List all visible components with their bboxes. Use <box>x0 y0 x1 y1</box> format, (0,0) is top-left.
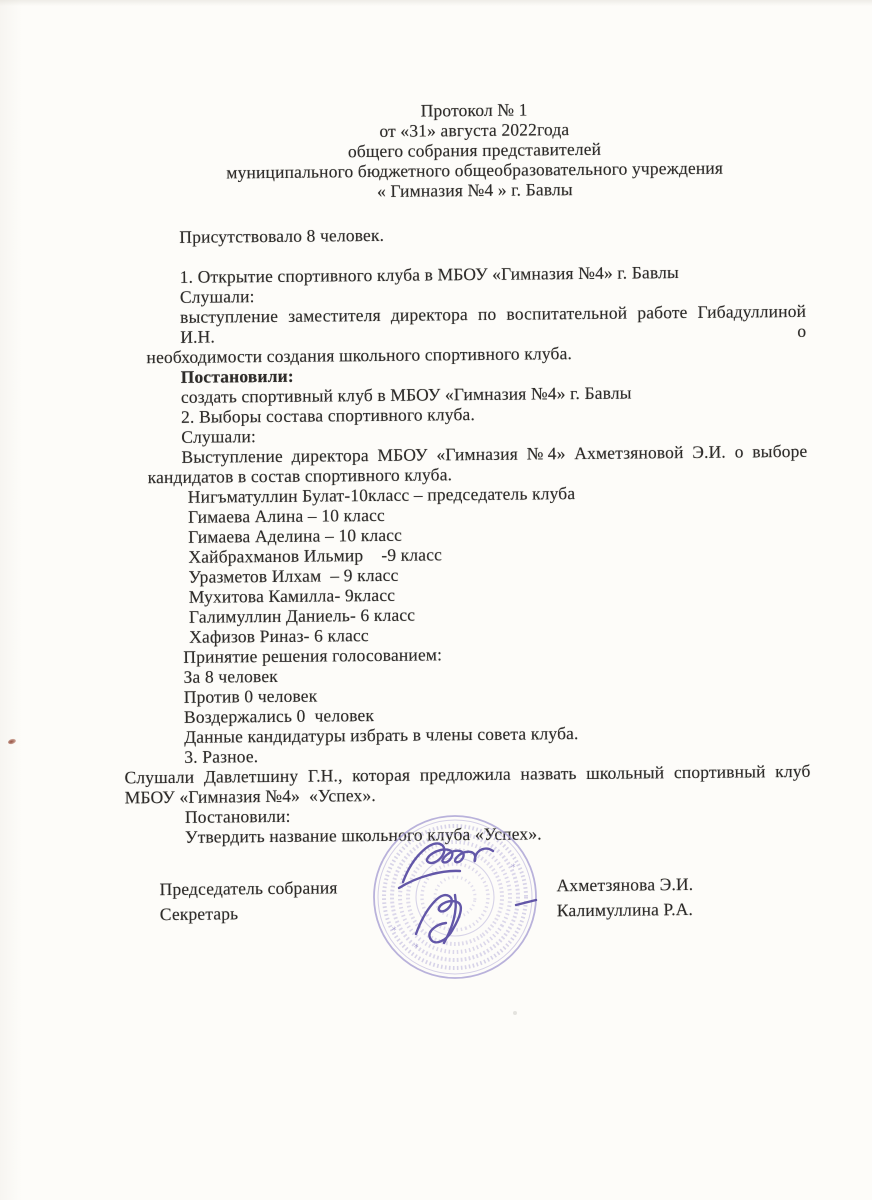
title-line: общего собрания представителей <box>347 138 602 162</box>
signatory-role: Секретарь <box>159 903 239 925</box>
scan-speck-artifact <box>7 738 16 745</box>
doc-line: Гимаева Аделина – 10 класс <box>188 524 403 547</box>
doc-line: Нигъматуллин Булат-10класс – председатель клуба <box>187 483 576 507</box>
doc-line: выступление заместителя директора по воспитательной работе Гибадуллиной И.Н. о <box>180 300 807 347</box>
doc-line: создать спортивный клуб в МБОУ «Гимназия №4» г. Бавлы <box>180 382 632 407</box>
doc-line: Выступление директора МБОУ «Гимназия №4» Ахметзяновой Э.И. о выборе <box>181 440 808 467</box>
doc-line: Уразметов Илхам – 9 класс <box>188 564 399 587</box>
doc-line: Постановили: <box>184 805 291 827</box>
title-line: Протокол № 1 <box>420 99 528 121</box>
doc-line: Слушали: <box>179 286 255 307</box>
document-title-block <box>144 97 805 203</box>
doc-line: 2. Выборы состава спортивного клуба. <box>180 404 476 427</box>
doc-line: Утвердить название школьного клуба «Успех». <box>185 823 542 847</box>
doc-line: Слушали Давлетшину Г.Н., которая предложила назвать школьный спортивный клуб <box>124 760 811 788</box>
doc-line: Галимуллин Даниель- 6 класс <box>188 604 416 627</box>
doc-line: необходимости создания школьного спортивного клуба. <box>146 343 573 368</box>
doc-line: Данные кандидатуры избрать в члены совета клуба. <box>184 723 579 747</box>
svg-text:*: * <box>511 863 516 873</box>
official-stamp <box>356 800 552 996</box>
title-line: от «31» августа 2022года <box>379 119 570 141</box>
doc-line: 1. Открытие спортивного клуба в МБОУ «Гимназия №4» г. Бавлы <box>179 262 679 287</box>
doc-line: Хафизов Риназ- 6 класс <box>189 625 369 647</box>
doc-line: Принятие решения голосованием: <box>183 644 443 667</box>
doc-line: За 8 человек <box>183 665 278 687</box>
title-line: муниципального бюджетного общеобразовательного учреждения <box>226 157 724 183</box>
title-line: « Гимназия №4 » г. Бавлы <box>376 179 573 201</box>
doc-line: Присутствовало 8 человек. <box>179 224 385 247</box>
signatory-role: Председатель собрания <box>159 877 338 900</box>
body-lines <box>124 221 811 847</box>
doc-line: кандидатов в состав спортивного клуба. <box>147 464 453 488</box>
signatory-name: Ахметзянова Э.И. <box>556 873 694 896</box>
svg-text:*: * <box>392 926 397 936</box>
svg-text:*: * <box>414 943 419 953</box>
doc-line: Гимаева Алина – 10 класс <box>187 504 385 527</box>
doc-line: Слушали: <box>181 426 257 447</box>
signatory-name: Калимуллина Р.А. <box>556 898 694 921</box>
doc-line: Постановили: <box>180 365 294 387</box>
doc-line: Против 0 человек <box>183 685 318 707</box>
doc-line: МБОУ «Гимназия №4» «Успех». <box>124 784 376 808</box>
doc-line: 3. Разное. <box>184 746 259 767</box>
doc-line: Хайбрахманов Ильмир -9 класс <box>188 544 443 567</box>
doc-line: Мухитова Камилла- 9класс <box>188 584 396 607</box>
scan-dot-artifact <box>513 1011 517 1015</box>
doc-line: Воздержались 0 человек <box>183 705 375 727</box>
